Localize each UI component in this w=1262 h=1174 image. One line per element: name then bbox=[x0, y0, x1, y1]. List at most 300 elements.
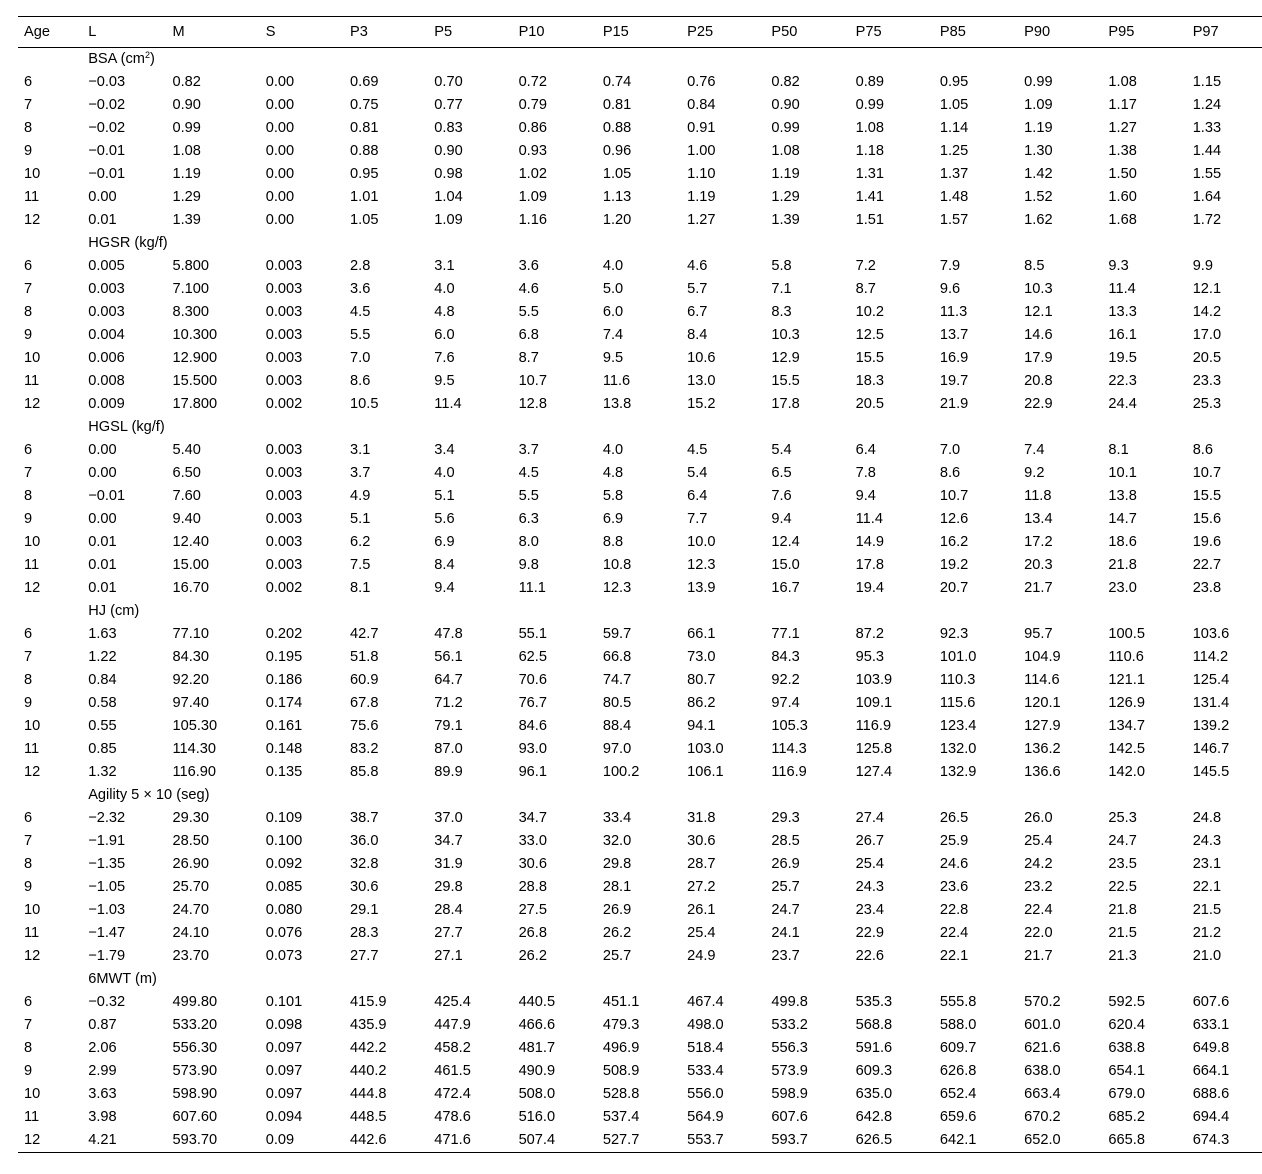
table-cell-p5: 0.83 bbox=[434, 120, 463, 136]
table-cell-age: 12 bbox=[24, 764, 41, 780]
table-cell-s: 0.097 bbox=[265, 1040, 303, 1056]
table-cell-p95: 22.5 bbox=[1108, 879, 1137, 895]
table-cell-p75: 27.4 bbox=[855, 810, 885, 826]
table-cell-l: −0.01 bbox=[88, 488, 126, 504]
table-cell-p97: 23.1 bbox=[1192, 856, 1222, 872]
table-row bbox=[18, 876, 1262, 899]
table-cell-age: 7 bbox=[24, 281, 33, 297]
table-cell-l: 0.84 bbox=[88, 672, 117, 688]
table-cell-l: 0.00 bbox=[88, 442, 117, 458]
table-cell-p75: 24.3 bbox=[855, 879, 885, 895]
table-cell-p75: 12.5 bbox=[855, 327, 885, 343]
table-cell-age: 11 bbox=[24, 189, 40, 205]
section-label-suffix: ) bbox=[149, 51, 155, 67]
table-cell-p95: 134.7 bbox=[1108, 718, 1145, 734]
table-cell-m: 24.10 bbox=[172, 925, 209, 941]
table-cell-p50: 9.4 bbox=[771, 511, 792, 527]
section-label-text: Agility 5 × 10 (seg) bbox=[88, 787, 210, 803]
table-cell-p97: 23.3 bbox=[1192, 373, 1222, 389]
table-cell-p3: 60.9 bbox=[350, 672, 379, 688]
table-row bbox=[18, 485, 1262, 508]
table-cell-p3: 444.8 bbox=[350, 1086, 387, 1102]
table-cell-p95: 142.5 bbox=[1108, 741, 1145, 757]
table-cell-p85: 132.0 bbox=[939, 741, 977, 757]
table-cell-p3: 32.8 bbox=[350, 856, 379, 872]
table-cell-s: 0.098 bbox=[265, 1017, 303, 1033]
table-row bbox=[18, 508, 1262, 531]
table-cell-s: 0.00 bbox=[265, 143, 295, 159]
table-cell-p15: 479.3 bbox=[602, 1017, 640, 1033]
table-cell-p50: 5.8 bbox=[771, 258, 792, 274]
table-row bbox=[18, 255, 1262, 278]
table-row bbox=[18, 945, 1262, 968]
table-cell-p5: 0.90 bbox=[434, 143, 463, 159]
table-row bbox=[18, 577, 1262, 600]
table-cell-p15: 80.5 bbox=[602, 695, 632, 711]
section-spacer-cell bbox=[18, 968, 82, 991]
table-cell-p5: 56.1 bbox=[434, 649, 463, 665]
table-cell-p10: 481.7 bbox=[518, 1040, 556, 1056]
table-cell-p85: 24.6 bbox=[939, 856, 969, 872]
table-cell-l: 0.58 bbox=[88, 695, 117, 711]
table-cell-p3: 27.7 bbox=[350, 948, 379, 964]
table-cell-p75: 23.4 bbox=[855, 902, 885, 918]
table-cell-p95: 665.8 bbox=[1108, 1132, 1145, 1148]
table-cell-p75: 535.3 bbox=[855, 994, 893, 1010]
table-row bbox=[18, 761, 1262, 784]
table-cell-l: 3.63 bbox=[88, 1086, 117, 1102]
table-cell-p90: 22.9 bbox=[1024, 396, 1053, 412]
table-cell-p90: 1.52 bbox=[1024, 189, 1053, 205]
table-row bbox=[18, 1106, 1262, 1129]
table-cell-m: 25.70 bbox=[172, 879, 209, 895]
table-cell-p25: 30.6 bbox=[687, 833, 716, 849]
table-cell-l: −0.02 bbox=[88, 97, 126, 113]
table-cell-p25: 106.1 bbox=[687, 764, 724, 780]
table-cell-p95: 8.1 bbox=[1108, 442, 1129, 458]
table-cell-p95: 21.8 bbox=[1108, 902, 1137, 918]
table-cell-s: 0.003 bbox=[265, 350, 303, 366]
table-cell-p5: 4.0 bbox=[434, 465, 455, 481]
table-cell-m: 0.82 bbox=[172, 74, 201, 90]
table-cell-p5: 447.9 bbox=[434, 1017, 471, 1033]
table-cell-m: 84.30 bbox=[172, 649, 209, 665]
table-row bbox=[18, 692, 1262, 715]
table-cell-p95: 121.1 bbox=[1108, 672, 1145, 688]
table-cell-s: 0.094 bbox=[265, 1109, 303, 1125]
table-cell-p10: 84.6 bbox=[518, 718, 547, 734]
table-row bbox=[18, 163, 1262, 186]
table-cell-s: 0.003 bbox=[265, 465, 303, 481]
table-cell-m: 92.20 bbox=[172, 672, 209, 688]
table-cell-s: 0.161 bbox=[265, 718, 303, 734]
table-cell-p75: 95.3 bbox=[855, 649, 885, 665]
table-cell-p50: 598.9 bbox=[771, 1086, 808, 1102]
section-label bbox=[82, 232, 1262, 255]
table-cell-p5: 5.1 bbox=[434, 488, 455, 504]
table-cell-p90: 95.7 bbox=[1024, 626, 1053, 642]
table-row bbox=[18, 370, 1262, 393]
table-cell-p15: 4.0 bbox=[602, 258, 624, 274]
table-cell-p90: 17.2 bbox=[1024, 534, 1053, 550]
table-cell-p75: 609.3 bbox=[855, 1063, 893, 1079]
table-cell-p10: 1.16 bbox=[518, 212, 547, 228]
table-cell-p97: 1.64 bbox=[1192, 189, 1222, 205]
table-cell-l: 0.008 bbox=[88, 373, 125, 389]
table-cell-l: −0.32 bbox=[88, 994, 126, 1010]
table-cell-p3: 10.5 bbox=[350, 396, 379, 412]
table-cell-p75: 127.4 bbox=[855, 764, 893, 780]
table-cell-p5: 79.1 bbox=[434, 718, 463, 734]
table-cell-l: 0.01 bbox=[88, 534, 117, 550]
section-label-text: HGSL (kg/f) bbox=[88, 419, 165, 435]
table-cell-p97: 688.6 bbox=[1192, 1086, 1230, 1102]
table-cell-p90: 21.7 bbox=[1024, 580, 1053, 596]
table-cell-p25: 498.0 bbox=[687, 1017, 724, 1033]
table-cell-p3: 0.95 bbox=[350, 166, 379, 182]
table-cell-s: 0.080 bbox=[265, 902, 303, 918]
table-cell-p3: 435.9 bbox=[350, 1017, 387, 1033]
table-cell-p15: 5.8 bbox=[602, 488, 624, 504]
table-cell-m: 77.10 bbox=[172, 626, 209, 642]
table-cell-s: 0.002 bbox=[265, 396, 303, 412]
table-cell-p3: 30.6 bbox=[350, 879, 379, 895]
table-cell-p95: 126.9 bbox=[1108, 695, 1145, 711]
table-row bbox=[18, 324, 1262, 347]
table-row bbox=[18, 186, 1262, 209]
table-cell-p25: 556.0 bbox=[687, 1086, 724, 1102]
table-cell-m: 16.70 bbox=[172, 580, 209, 596]
table-cell-p3: 7.0 bbox=[350, 350, 371, 366]
table-cell-p90: 21.7 bbox=[1024, 948, 1053, 964]
table-row bbox=[18, 209, 1262, 232]
table-cell-p25: 0.76 bbox=[687, 74, 716, 90]
table-cell-s: 0.003 bbox=[265, 534, 303, 550]
table-cell-p25: 15.2 bbox=[687, 396, 716, 412]
table-cell-p97: 145.5 bbox=[1192, 764, 1230, 780]
table-cell-age: 8 bbox=[24, 1040, 33, 1056]
table-cell-p97: 664.1 bbox=[1192, 1063, 1230, 1079]
table-cell-p90: 104.9 bbox=[1024, 649, 1061, 665]
table-cell-p25: 7.7 bbox=[687, 511, 708, 527]
table-cell-p3: 442.2 bbox=[350, 1040, 387, 1056]
table-cell-p5: 89.9 bbox=[434, 764, 463, 780]
section-row bbox=[18, 600, 1262, 623]
table-cell-l: −0.03 bbox=[88, 74, 126, 90]
table-cell-p15: 6.0 bbox=[602, 304, 624, 320]
table-cell-p85: 92.3 bbox=[939, 626, 969, 642]
table-cell-p50: 29.3 bbox=[771, 810, 800, 826]
table-cell-age: 12 bbox=[24, 948, 41, 964]
table-cell-l: 2.06 bbox=[88, 1040, 117, 1056]
table-cell-p3: 28.3 bbox=[350, 925, 379, 941]
table-cell-p5: 5.6 bbox=[434, 511, 455, 527]
table-cell-s: 0.100 bbox=[265, 833, 303, 849]
table-cell-l: 1.22 bbox=[88, 649, 117, 665]
table-cell-p10: 4.5 bbox=[518, 465, 539, 481]
table-cell-p95: 24.7 bbox=[1108, 833, 1137, 849]
table-cell-p90: 621.6 bbox=[1024, 1040, 1061, 1056]
table-cell-l: −0.02 bbox=[88, 120, 126, 136]
table-row bbox=[18, 623, 1262, 646]
table-cell-s: 0.135 bbox=[265, 764, 303, 780]
table-cell-p95: 1.17 bbox=[1108, 97, 1137, 113]
table-cell-p90: 11.8 bbox=[1024, 488, 1052, 504]
table-cell-p5: 0.77 bbox=[434, 97, 463, 113]
table-cell-p15: 1.20 bbox=[602, 212, 632, 228]
table-cell-m: 26.90 bbox=[172, 856, 209, 872]
table-cell-p3: 3.6 bbox=[350, 281, 371, 297]
table-cell-p25: 26.1 bbox=[687, 902, 716, 918]
table-cell-p25: 5.4 bbox=[687, 465, 708, 481]
table-cell-p3: 0.75 bbox=[350, 97, 379, 113]
table-cell-age: 9 bbox=[24, 511, 33, 527]
table-cell-p25: 73.0 bbox=[687, 649, 716, 665]
table-cell-p25: 27.2 bbox=[687, 879, 716, 895]
table-cell-m: 15.00 bbox=[172, 557, 209, 573]
table-cell-m: 9.40 bbox=[172, 511, 201, 527]
table-cell-age: 7 bbox=[24, 833, 33, 849]
table-row bbox=[18, 554, 1262, 577]
table-cell-l: −1.47 bbox=[88, 925, 126, 941]
table-cell-p3: 4.9 bbox=[350, 488, 371, 504]
table-cell-p10: 0.86 bbox=[518, 120, 547, 136]
table-cell-p85: 19.2 bbox=[939, 557, 969, 573]
table-cell-s: 0.003 bbox=[265, 557, 303, 573]
table-cell-s: 0.202 bbox=[265, 626, 303, 642]
table-cell-m: 533.20 bbox=[172, 1017, 218, 1033]
table-cell-p50: 12.4 bbox=[771, 534, 800, 550]
table-cell-p5: 87.0 bbox=[434, 741, 463, 757]
table-row bbox=[18, 462, 1262, 485]
table-row bbox=[18, 301, 1262, 324]
table-cell-p95: 1.50 bbox=[1108, 166, 1137, 182]
table-cell-age: 10 bbox=[24, 718, 41, 734]
table-cell-p95: 21.8 bbox=[1108, 557, 1137, 573]
table-cell-p97: 1.33 bbox=[1192, 120, 1222, 136]
table-cell-p5: 27.1 bbox=[434, 948, 463, 964]
table-cell-p75: 11.4 bbox=[855, 511, 883, 527]
table-cell-l: 0.005 bbox=[88, 258, 125, 274]
table-cell-age: 10 bbox=[24, 350, 41, 366]
table-cell-p50: 16.7 bbox=[771, 580, 800, 596]
table-cell-s: 0.00 bbox=[265, 166, 295, 182]
table-cell-p95: 142.0 bbox=[1108, 764, 1145, 780]
section-label-text: HJ (cm) bbox=[88, 603, 140, 619]
table-cell-p10: 28.8 bbox=[518, 879, 547, 895]
table-cell-s: 0.186 bbox=[265, 672, 303, 688]
table-cell-p5: 1.04 bbox=[434, 189, 463, 205]
table-cell-age: 12 bbox=[24, 580, 41, 596]
table-cell-age: 10 bbox=[24, 1086, 41, 1102]
table-cell-p25: 25.4 bbox=[687, 925, 716, 941]
table-cell-m: 593.70 bbox=[172, 1132, 218, 1148]
table-cell-l: 2.99 bbox=[88, 1063, 117, 1079]
table-cell-m: 1.08 bbox=[172, 143, 201, 159]
table-cell-l: −1.35 bbox=[88, 856, 126, 872]
table-cell-p10: 5.5 bbox=[518, 488, 539, 504]
table-cell-p95: 14.7 bbox=[1108, 511, 1137, 527]
table-cell-p97: 21.0 bbox=[1192, 948, 1222, 964]
table-cell-p25: 13.9 bbox=[687, 580, 716, 596]
table-cell-p95: 1.08 bbox=[1108, 74, 1137, 90]
table-cell-age: 12 bbox=[24, 212, 41, 228]
table-cell-p85: 1.48 bbox=[939, 189, 969, 205]
table-cell-p75: 15.5 bbox=[855, 350, 885, 366]
table-cell-p10: 62.5 bbox=[518, 649, 547, 665]
table-cell-p15: 13.8 bbox=[602, 396, 632, 412]
table-cell-p10: 6.8 bbox=[518, 327, 539, 343]
table-cell-p3: 440.2 bbox=[350, 1063, 387, 1079]
table-row bbox=[18, 1037, 1262, 1060]
table-cell-p85: 626.8 bbox=[939, 1063, 977, 1079]
table-cell-p15: 25.7 bbox=[602, 948, 632, 964]
table-cell-p3: 442.6 bbox=[350, 1132, 387, 1148]
table-cell-p90: 114.6 bbox=[1024, 672, 1060, 688]
table-cell-p85: 11.3 bbox=[939, 304, 968, 320]
table-cell-p97: 14.2 bbox=[1192, 304, 1222, 320]
table-cell-p95: 1.68 bbox=[1108, 212, 1137, 228]
table-cell-l: 0.87 bbox=[88, 1017, 117, 1033]
table-cell-m: 97.40 bbox=[172, 695, 209, 711]
table-cell-p15: 26.2 bbox=[602, 925, 632, 941]
table-row bbox=[18, 71, 1262, 94]
table-row bbox=[18, 347, 1262, 370]
table-cell-p95: 1.38 bbox=[1108, 143, 1137, 159]
table-cell-p85: 115.6 bbox=[939, 695, 976, 711]
section-spacer-cell bbox=[18, 48, 82, 72]
table-cell-p85: 19.7 bbox=[939, 373, 969, 389]
table-cell-p85: 110.3 bbox=[939, 672, 976, 688]
table-cell-p95: 1.27 bbox=[1108, 120, 1137, 136]
table-cell-p15: 33.4 bbox=[602, 810, 632, 826]
table-cell-p25: 564.9 bbox=[687, 1109, 724, 1125]
table-cell-m: 10.300 bbox=[172, 327, 218, 343]
table-cell-p97: 17.0 bbox=[1192, 327, 1222, 343]
table-cell-p85: 609.7 bbox=[939, 1040, 977, 1056]
table-cell-p97: 19.6 bbox=[1192, 534, 1222, 550]
table-cell-p10: 34.7 bbox=[518, 810, 547, 826]
table-cell-p5: 9.4 bbox=[434, 580, 455, 596]
table-cell-age: 8 bbox=[24, 672, 33, 688]
table-cell-p25: 1.00 bbox=[687, 143, 716, 159]
table-cell-p75: 7.8 bbox=[855, 465, 876, 481]
table-cell-p97: 633.1 bbox=[1192, 1017, 1230, 1033]
table-cell-p50: 573.9 bbox=[771, 1063, 808, 1079]
table-cell-p50: 28.5 bbox=[771, 833, 800, 849]
column-header-p25: P25 bbox=[687, 24, 714, 40]
table-cell-p15: 100.2 bbox=[602, 764, 640, 780]
table-cell-p85: 10.7 bbox=[939, 488, 969, 504]
table-cell-p85: 8.6 bbox=[939, 465, 961, 481]
table-cell-p85: 101.0 bbox=[939, 649, 977, 665]
table-cell-p25: 12.3 bbox=[687, 557, 716, 573]
table-cell-p15: 0.88 bbox=[602, 120, 632, 136]
section-spacer-cell bbox=[18, 416, 82, 439]
table-cell-p75: 17.8 bbox=[855, 557, 885, 573]
table-cell-p50: 105.3 bbox=[771, 718, 808, 734]
table-cell-p50: 607.6 bbox=[771, 1109, 808, 1125]
table-cell-p97: 139.2 bbox=[1192, 718, 1230, 734]
table-cell-p50: 8.3 bbox=[771, 304, 792, 320]
table-cell-p10: 490.9 bbox=[518, 1063, 556, 1079]
table-cell-l: 0.85 bbox=[88, 741, 117, 757]
table-cell-p95: 654.1 bbox=[1108, 1063, 1145, 1079]
table-cell-p10: 3.6 bbox=[518, 258, 539, 274]
table-cell-p25: 80.7 bbox=[687, 672, 716, 688]
table-cell-p15: 0.81 bbox=[602, 97, 632, 113]
table-cell-l: −1.05 bbox=[88, 879, 126, 895]
table-cell-p75: 25.4 bbox=[855, 856, 885, 872]
table-cell-p5: 425.4 bbox=[434, 994, 471, 1010]
table-cell-p15: 12.3 bbox=[602, 580, 632, 596]
table-cell-p90: 120.1 bbox=[1024, 695, 1061, 711]
table-row bbox=[18, 531, 1262, 554]
table-cell-p5: 461.5 bbox=[434, 1063, 471, 1079]
table-cell-m: 1.19 bbox=[172, 166, 201, 182]
table-cell-p90: 8.5 bbox=[1024, 258, 1045, 274]
table-cell-p15: 7.4 bbox=[602, 327, 624, 343]
table-cell-p75: 116.9 bbox=[855, 718, 892, 734]
table-cell-p5: 458.2 bbox=[434, 1040, 471, 1056]
table-cell-p5: 64.7 bbox=[434, 672, 463, 688]
section-label bbox=[82, 784, 1262, 807]
table-cell-p97: 146.7 bbox=[1192, 741, 1230, 757]
table-cell-p5: 472.4 bbox=[434, 1086, 471, 1102]
table-cell-age: 6 bbox=[24, 442, 33, 458]
table-cell-p3: 415.9 bbox=[350, 994, 387, 1010]
table-cell-age: 9 bbox=[24, 143, 33, 159]
table-cell-m: 105.30 bbox=[172, 718, 218, 734]
table-cell-p25: 28.7 bbox=[687, 856, 716, 872]
table-cell-age: 12 bbox=[24, 396, 41, 412]
table-row bbox=[18, 899, 1262, 922]
table-cell-p97: 15.6 bbox=[1192, 511, 1222, 527]
table-cell-p50: 116.9 bbox=[771, 764, 807, 780]
table-cell-p50: 10.3 bbox=[771, 327, 800, 343]
table-cell-p50: 24.1 bbox=[771, 925, 800, 941]
table-cell-p25: 94.1 bbox=[687, 718, 716, 734]
table-cell-p97: 20.5 bbox=[1192, 350, 1222, 366]
table-cell-p25: 4.5 bbox=[687, 442, 708, 458]
table-cell-p90: 136.6 bbox=[1024, 764, 1061, 780]
table-cell-p95: 679.0 bbox=[1108, 1086, 1145, 1102]
table-cell-l: 0.01 bbox=[88, 557, 117, 573]
table-cell-p3: 448.5 bbox=[350, 1109, 387, 1125]
table-cell-age: 12 bbox=[24, 1132, 41, 1148]
table-cell-p15: 28.1 bbox=[602, 879, 632, 895]
table-cell-m: 5.40 bbox=[172, 442, 201, 458]
table-cell-p97: 674.3 bbox=[1192, 1132, 1230, 1148]
table-cell-p97: 9.9 bbox=[1192, 258, 1213, 274]
table-cell-p25: 0.84 bbox=[687, 97, 716, 113]
column-header-p50: P50 bbox=[771, 24, 798, 40]
table-cell-p97: 694.4 bbox=[1192, 1109, 1230, 1125]
table-cell-p15: 10.8 bbox=[602, 557, 632, 573]
table-cell-p75: 9.4 bbox=[855, 488, 876, 504]
table-cell-p95: 620.4 bbox=[1108, 1017, 1145, 1033]
table-cell-l: 4.21 bbox=[88, 1132, 117, 1148]
table-cell-p75: 22.9 bbox=[855, 925, 885, 941]
table-cell-p25: 86.2 bbox=[687, 695, 716, 711]
table-cell-s: 0.002 bbox=[265, 580, 303, 596]
table-row bbox=[18, 393, 1262, 416]
table-cell-p10: 1.02 bbox=[518, 166, 547, 182]
table-cell-p10: 96.1 bbox=[518, 764, 547, 780]
table-cell-p25: 533.4 bbox=[687, 1063, 724, 1079]
table-cell-m: 8.300 bbox=[172, 304, 209, 320]
table-cell-p85: 22.4 bbox=[939, 925, 969, 941]
